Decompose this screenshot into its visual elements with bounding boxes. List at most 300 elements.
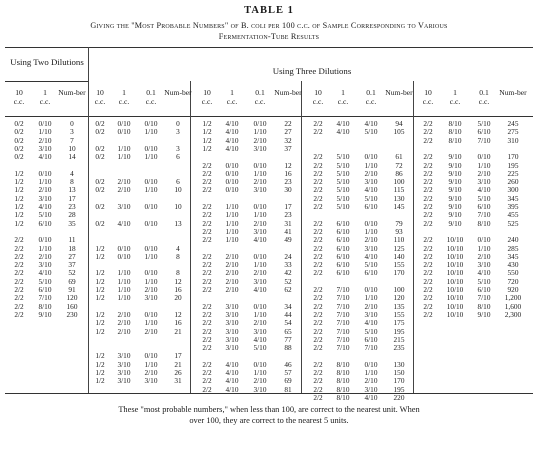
three-dil-block1-cell: 0/2: [95, 218, 105, 228]
three-dil-block2-cell: 81: [284, 384, 292, 394]
three-dil-block1-cell: 3/10: [117, 368, 131, 377]
three-dil-block1-cell: 1/10: [117, 293, 131, 303]
three-dil-block1-cell: 1/2: [95, 351, 105, 361]
three-dil-block2-cell: 2/2: [202, 185, 212, 195]
three-dil-block2-cell: 3/10: [225, 309, 239, 319]
three-dil-block3-cell: 6/10: [364, 268, 378, 278]
three-dil-block1-cell: 8: [176, 251, 180, 261]
three-dil-block1-cell: 0/2: [95, 119, 105, 128]
three-dil-block2-cell: 2/2: [202, 384, 212, 394]
three-dil-block2-cell: 33: [284, 260, 292, 270]
three-dil-block2-cell: 3/10: [253, 143, 267, 153]
three-dil-block2-cell: 24: [284, 251, 292, 261]
three-dil-block3-cell: 2/2: [313, 119, 323, 128]
three-dil-block4-cell: 9/10: [448, 218, 462, 228]
three-dil-block4-cell: 430: [507, 260, 519, 270]
three-dil-block3-cell: 7/10: [336, 326, 350, 336]
three-dil-block2-cell: 1/10: [225, 210, 239, 220]
three-dil-block3-cell: 4/10: [364, 251, 378, 261]
three-dil-block1-cell: 0/10: [144, 351, 158, 361]
three-dil-block1-cell: 0/10: [144, 309, 158, 319]
three-dil-block1-cell: 0/10: [144, 268, 158, 278]
three-dil-block4-cell: 285: [507, 243, 519, 253]
three-dil-block1-cell: 1/10: [144, 127, 158, 137]
three-dil-block1-cell: 12: [174, 309, 182, 319]
two-dil-col-header: Num-ber: [58, 88, 86, 97]
two-dil-cell: 7: [70, 135, 74, 145]
three-dil-block2-cell: 2/2: [202, 226, 212, 236]
three-dil-block2-cell: 0/10: [225, 160, 239, 170]
three-dil-block4-cell: 720: [507, 276, 519, 286]
two-dil-cell: 0/2: [14, 119, 24, 128]
three-dil-block3-cell: 2/2: [313, 177, 323, 187]
two-dil-cell: 230: [66, 309, 78, 319]
two-dil-cell: 1/10: [38, 177, 52, 187]
three-dil-block2-cell: 3/10: [253, 326, 267, 336]
two-dil-cell: 18: [68, 243, 76, 253]
two-dil-cell: 5/10: [38, 276, 52, 286]
three-dil-block3-cell: 1/10: [364, 160, 378, 170]
three-dil-block4-cell: 2/2: [423, 285, 433, 294]
two-dil-cell: 2/2: [14, 276, 24, 286]
three-dil-block3-cell: 115: [393, 185, 405, 195]
three-dil-block3-cell: 2/2: [313, 392, 323, 402]
three-dil-col-header: 0.1 c.c.: [478, 88, 490, 106]
three-dil-block3-cell: 2/2: [313, 251, 323, 261]
three-dil-block2-cell: 1/10: [253, 260, 267, 270]
three-dil-block1-cell: 1/2: [95, 368, 105, 377]
three-dil-block3-cell: 93: [395, 226, 403, 236]
three-dil-block4-cell: 2/2: [423, 293, 433, 303]
three-dil-block1-cell: 0/10: [117, 119, 131, 128]
three-dil-block3-cell: 8/10: [336, 359, 350, 369]
three-dil-block4-cell: 2/2: [423, 276, 433, 286]
three-dil-block4-cell: 2/2: [423, 268, 433, 278]
three-dil-block4-cell: 195: [507, 160, 519, 170]
three-dil-block3-cell: 140: [393, 251, 405, 261]
three-dil-block1-cell: 1/10: [144, 318, 158, 328]
three-dil-block1-cell: 1/2: [95, 326, 105, 336]
three-dil-block1-cell: 2/10: [117, 309, 131, 319]
three-dil-block1-cell: 3/10: [144, 376, 158, 386]
three-dil-block3-cell: 4/10: [364, 392, 378, 402]
three-dil-block4-cell: 2/2: [423, 260, 433, 270]
two-dil-cell: 2/2: [14, 260, 24, 270]
two-dil-cell: 2/2: [14, 243, 24, 253]
three-dil-block2-cell: 2/10: [225, 285, 239, 294]
three-dil-block1-cell: 0/2: [95, 202, 105, 211]
three-dil-block1-cell: 1/10: [117, 285, 131, 294]
three-dil-block1-cell: 20: [174, 293, 182, 303]
two-dil-cell: 3/10: [38, 260, 52, 270]
three-dil-block3-cell: 2/2: [313, 127, 323, 137]
three-dil-block4-cell: 8/10: [448, 127, 462, 137]
two-dil-cell: 8/10: [38, 301, 52, 311]
three-dil-block2-cell: 2/2: [202, 160, 212, 170]
two-dil-cell: 17: [68, 193, 76, 203]
three-dil-block2-cell: 23: [284, 177, 292, 187]
three-dil-block3-cell: 2/2: [313, 226, 323, 236]
three-dil-block1-cell: 1/10: [117, 152, 131, 162]
three-dil-block1-cell: 2/10: [117, 177, 131, 187]
three-dil-block1-cell: 1/2: [95, 293, 105, 303]
three-dil-block3-cell: 2/2: [313, 268, 323, 278]
three-dil-block1-cell: 1/2: [95, 359, 105, 369]
three-dil-block3-cell: 6/10: [336, 235, 350, 245]
three-dil-block2-cell: 69: [284, 376, 292, 386]
three-dil-block2-cell: 4/10: [225, 359, 239, 369]
two-dil-cell: 1/10: [38, 243, 52, 253]
three-dil-block4-cell: 2/2: [423, 251, 433, 261]
three-dil-block2-cell: 3/10: [225, 334, 239, 344]
three-dil-block3-cell: 220: [393, 392, 405, 402]
three-dil-block2-cell: 4/10: [225, 135, 239, 145]
two-dil-cell: 69: [68, 276, 76, 286]
three-dil-block4-cell: 8/10: [477, 218, 491, 228]
three-dil-block2-cell: 2/2: [202, 334, 212, 344]
three-dil-block1-cell: 21: [174, 326, 182, 336]
three-dil-block2-cell: 2/2: [202, 260, 212, 270]
three-dil-block2-cell: 1/2: [202, 119, 212, 128]
three-dil-block4-cell: 10/10: [446, 251, 464, 261]
three-dil-block3-cell: 8/10: [336, 384, 350, 394]
three-dil-block2-cell: 2/2: [202, 285, 212, 294]
three-dil-block3-cell: 86: [395, 168, 403, 178]
three-dil-block3-cell: 130: [393, 193, 405, 203]
three-dil-block2-cell: 54: [284, 318, 292, 328]
three-dil-block3-cell: 7/10: [336, 293, 350, 303]
three-dil-block3-cell: 120: [393, 293, 405, 303]
two-dil-cell: 1/2: [14, 168, 24, 178]
three-dil-block1-cell: 0: [176, 119, 180, 128]
three-dil-block3-cell: 2/2: [313, 334, 323, 344]
three-dil-block3-cell: 3/10: [364, 384, 378, 394]
two-dil-cell: 4/10: [38, 202, 52, 211]
two-dil-cell: 2/2: [14, 251, 24, 261]
three-dil-block1-cell: 1/10: [117, 268, 131, 278]
three-dil-block4-cell: 7/10: [477, 135, 491, 145]
three-dil-block4-cell: 2/2: [423, 160, 433, 170]
three-dil-block2-cell: 44: [284, 309, 292, 319]
three-dil-block1-cell: 0/2: [95, 185, 105, 195]
three-dil-block3-cell: 2/2: [313, 293, 323, 303]
three-dil-block4-cell: 8/10: [477, 301, 491, 311]
three-dil-block4-cell: 9/10: [448, 160, 462, 170]
three-dil-block1-cell: 1/2: [95, 318, 105, 328]
three-dil-block3-cell: 2/2: [313, 384, 323, 394]
group-header-two-dilutions: Using Two Dilutions: [10, 57, 84, 67]
two-dil-cell: 160: [66, 301, 78, 311]
three-dil-block4-cell: 5/10: [477, 276, 491, 286]
three-dil-block2-cell: 65: [284, 326, 292, 336]
three-dil-block4-cell: 2/2: [423, 168, 433, 178]
two-dil-cell: 13: [68, 185, 76, 195]
three-dil-block3-cell: 4/10: [336, 119, 350, 128]
three-dil-block4-cell: 170: [507, 152, 519, 162]
two-dil-cell: 1/2: [14, 202, 24, 211]
three-dil-block3-cell: 7/10: [364, 343, 378, 353]
three-dil-block3-cell: 2/2: [313, 368, 323, 377]
three-dil-block1-cell: 0/10: [144, 143, 158, 153]
two-dil-cell: 0/10: [38, 168, 52, 178]
three-dil-block1-cell: 1/10: [144, 251, 158, 261]
two-dil-cell: 7/10: [38, 293, 52, 303]
three-dil-block3-cell: 2/2: [313, 318, 323, 328]
three-dil-block3-cell: 2/2: [313, 243, 323, 253]
three-dil-block3-cell: 110: [393, 235, 405, 245]
three-dil-block2-cell: 0/10: [225, 177, 239, 187]
three-dil-block2-cell: 2/2: [202, 202, 212, 211]
three-dil-block3-cell: 6/10: [336, 218, 350, 228]
three-dil-block1-cell: 1/2: [95, 243, 105, 253]
three-dil-block4-cell: 275: [507, 127, 519, 137]
three-dil-block3-cell: 8/10: [336, 368, 350, 377]
three-dil-block3-cell: 2/2: [313, 152, 323, 162]
three-dil-block2-cell: 2/2: [202, 309, 212, 319]
three-dil-block1-cell: 1/10: [144, 359, 158, 369]
three-dil-block2-cell: 0/10: [253, 119, 267, 128]
three-dil-block2-cell: 1/2: [202, 127, 212, 137]
three-dil-block2-cell: 88: [284, 343, 292, 353]
three-dil-block1-cell: 2/10: [144, 285, 158, 294]
three-dil-block1-cell: 0/10: [117, 251, 131, 261]
three-dil-col-header: 0.1 c.c.: [145, 88, 157, 106]
three-dil-block2-cell: 3/10: [225, 301, 239, 311]
two-dil-cell: 120: [66, 293, 78, 303]
three-dil-block3-cell: 1/10: [364, 226, 378, 236]
three-dil-block1-cell: 10: [174, 202, 182, 211]
three-dil-block4-cell: 10/10: [446, 293, 464, 303]
three-dil-block4-cell: 455: [507, 210, 519, 220]
three-dil-block2-cell: 2/2: [202, 318, 212, 328]
three-dil-block4-cell: 2/2: [423, 152, 433, 162]
three-dil-block3-cell: 7/10: [336, 334, 350, 344]
three-dil-block3-cell: 170: [393, 376, 405, 386]
three-dil-block4-cell: 2/2: [423, 243, 433, 253]
three-dil-block1-cell: 1/2: [95, 268, 105, 278]
three-dil-block4-cell: 9/10: [448, 152, 462, 162]
three-dil-block1-cell: 3: [176, 143, 180, 153]
three-dil-block3-cell: 2/10: [364, 301, 378, 311]
three-dil-block3-cell: 72: [395, 160, 403, 170]
two-dil-cell: 8: [70, 177, 74, 187]
three-dil-col-header: 10 c.c.: [312, 88, 324, 106]
three-dil-block3-cell: 125: [393, 243, 405, 253]
three-dil-block3-cell: 195: [393, 384, 405, 394]
three-dil-block4-cell: 2/10: [477, 168, 491, 178]
two-dil-col-header: 10 c.c.: [13, 88, 25, 106]
table-title: TABLE 1: [244, 5, 294, 16]
three-dil-block1-cell: 8: [176, 268, 180, 278]
three-dil-block3-cell: 6/10: [336, 260, 350, 270]
three-dil-block1-cell: 0/10: [144, 243, 158, 253]
three-dil-block2-cell: 1/10: [253, 309, 267, 319]
three-dil-block3-cell: 4/10: [364, 185, 378, 195]
three-dil-block2-cell: 2/2: [202, 235, 212, 245]
three-dil-block2-cell: 4/10: [225, 119, 239, 128]
three-dil-block1-cell: 0/10: [144, 177, 158, 187]
three-dil-block4-cell: 6/10: [477, 127, 491, 137]
three-dil-block3-cell: 8/10: [336, 392, 350, 402]
three-dil-block3-cell: 5/10: [364, 326, 378, 336]
three-dil-block1-cell: 0/2: [95, 143, 105, 153]
two-dil-cell: 52: [68, 268, 76, 278]
three-dil-block3-cell: 2/2: [313, 202, 323, 211]
three-dil-block3-cell: 105: [393, 127, 405, 137]
three-dil-block4-cell: 550: [507, 268, 519, 278]
three-dil-col-header: 0.1 c.c.: [254, 88, 266, 106]
three-dil-block2-cell: 1/10: [253, 127, 267, 137]
three-dil-block1-cell: 26: [174, 368, 182, 377]
three-dil-block1-cell: 12: [174, 276, 182, 286]
three-dil-col-header: 10 c.c.: [94, 88, 106, 106]
three-dil-block4-cell: 0/10: [477, 235, 491, 245]
three-dil-block4-cell: 2/2: [423, 193, 433, 203]
subheader-rule: [5, 81, 88, 82]
three-dil-block3-cell: 5/10: [336, 193, 350, 203]
three-dil-block2-cell: 2/10: [253, 218, 267, 228]
three-dil-block3-cell: 130: [393, 359, 405, 369]
three-dil-block2-cell: 27: [284, 127, 292, 137]
three-dil-block3-cell: 7/10: [336, 285, 350, 294]
three-dil-block1-cell: 3/10: [117, 351, 131, 361]
three-dil-block4-cell: 10/10: [446, 260, 464, 270]
three-dil-block3-cell: 2/2: [313, 326, 323, 336]
three-dil-block3-cell: 4/10: [364, 318, 378, 328]
three-dil-block3-cell: 2/2: [313, 235, 323, 245]
three-dil-block2-cell: 3/10: [253, 276, 267, 286]
three-dil-block3-cell: 2/2: [313, 285, 323, 294]
three-dil-block4-cell: 2/2: [423, 185, 433, 195]
two-dil-cell: 0/2: [14, 152, 24, 162]
three-dil-block1-cell: 0/2: [95, 152, 105, 162]
three-dil-block2-cell: 0/10: [253, 160, 267, 170]
three-dil-block2-cell: 2/2: [202, 301, 212, 311]
three-dil-block1-cell: 2/10: [117, 185, 131, 195]
three-dil-block4-cell: 10/10: [446, 301, 464, 311]
three-dil-block4-cell: 525: [507, 218, 519, 228]
three-dil-col-header: Num-ber: [499, 88, 527, 97]
three-dil-block2-cell: 34: [284, 301, 292, 311]
three-dil-block3-cell: 195: [393, 326, 405, 336]
two-dil-cell: 2/10: [38, 185, 52, 195]
three-dil-block3-cell: 79: [395, 218, 403, 228]
two-dil-cell: 2/10: [38, 251, 52, 261]
three-dil-block2-cell: 2/10: [225, 276, 239, 286]
three-dil-block3-cell: 155: [393, 309, 405, 319]
three-dil-block2-cell: 2/2: [202, 326, 212, 336]
three-dil-col-header: 0.1 c.c.: [365, 88, 377, 106]
two-dil-cell: 2/2: [14, 293, 24, 303]
three-dil-block2-cell: 0/10: [225, 168, 239, 178]
two-dil-cell: 2/2: [14, 285, 24, 294]
three-dil-block4-cell: 3/10: [477, 260, 491, 270]
three-dil-block3-cell: 5/10: [336, 177, 350, 187]
three-dil-block2-cell: 2/2: [202, 359, 212, 369]
three-dil-col-header: 1 c.c.: [449, 88, 461, 106]
three-dil-block4-cell: 1/10: [477, 160, 491, 170]
three-dil-block3-cell: 6/10: [336, 243, 350, 253]
three-dil-block4-cell: 9/10: [448, 202, 462, 211]
two-dil-cell: 0/2: [14, 135, 24, 145]
three-dil-block2-cell: 2/2: [202, 376, 212, 386]
three-dil-block3-cell: 2/2: [313, 359, 323, 369]
three-dil-block4-cell: 1,200: [504, 293, 522, 303]
three-dil-col-header: 1 c.c.: [226, 88, 238, 106]
three-dil-block2-cell: 2/2: [202, 210, 212, 220]
three-dil-block2-cell: 4/10: [225, 127, 239, 137]
three-dil-block1-cell: 1/2: [95, 276, 105, 286]
three-dil-block4-cell: 2/2: [423, 235, 433, 245]
three-dil-block2-cell: 4/10: [253, 334, 267, 344]
three-dil-block4-cell: 9/10: [448, 185, 462, 195]
three-dil-block3-cell: 7/10: [336, 343, 350, 353]
three-dil-block2-cell: 52: [284, 276, 292, 286]
three-dil-block3-cell: 0/10: [364, 359, 378, 369]
three-dil-block4-cell: 345: [507, 193, 519, 203]
two-dil-cell: 2/2: [14, 309, 24, 319]
three-dil-block4-cell: 1/10: [477, 243, 491, 253]
three-dil-block1-cell: 1/10: [144, 152, 158, 162]
three-dil-block2-cell: 30: [284, 185, 292, 195]
three-dil-block3-cell: 4/10: [364, 119, 378, 128]
three-dil-block2-cell: 2/10: [225, 268, 239, 278]
three-dil-block3-cell: 61: [395, 152, 403, 162]
three-dil-block2-cell: 1/2: [202, 135, 212, 145]
two-dil-cell: 1/2: [14, 185, 24, 195]
two-dil-cell: 1/2: [14, 193, 24, 203]
three-dil-block4-cell: 2/10: [477, 251, 491, 261]
three-dil-block2-cell: 4/10: [225, 143, 239, 153]
two-dil-cell: 5/10: [38, 210, 52, 220]
three-dil-block4-cell: 10/10: [446, 268, 464, 278]
three-dil-block2-cell: 37: [284, 143, 292, 153]
three-dil-block3-cell: 235: [393, 343, 405, 353]
three-dil-block3-cell: 2/2: [313, 193, 323, 203]
three-dil-block4-cell: 6/10: [477, 202, 491, 211]
three-dil-block2-cell: 3/10: [225, 318, 239, 328]
three-dil-block2-cell: 23: [284, 210, 292, 220]
three-dil-block3-cell: 1/10: [364, 293, 378, 303]
three-dil-col-header: Num-ber: [385, 88, 413, 97]
three-dil-block4-cell: 2,300: [504, 309, 522, 319]
three-dil-block2-cell: 0/10: [225, 185, 239, 195]
three-dil-block2-cell: 4/10: [225, 376, 239, 386]
three-dil-block2-cell: 3/10: [225, 326, 239, 336]
three-dil-block4-cell: 5/10: [477, 193, 491, 203]
two-dil-cell: 23: [68, 202, 76, 211]
three-dil-block2-cell: 1/10: [253, 210, 267, 220]
three-dil-block4-cell: 225: [507, 168, 519, 178]
three-dil-block2-cell: 4/10: [253, 285, 267, 294]
three-dil-col-header: 1 c.c.: [337, 88, 349, 106]
three-dil-block3-cell: 6/10: [364, 202, 378, 211]
three-dil-block4-cell: 260: [507, 177, 519, 187]
three-dil-block4-cell: 10/10: [446, 235, 464, 245]
three-dil-block2-cell: 2/2: [202, 368, 212, 377]
three-dil-block2-cell: 0/10: [253, 359, 267, 369]
three-dil-block2-cell: 1/10: [225, 218, 239, 228]
three-dil-block1-cell: 1/10: [144, 276, 158, 286]
three-dil-block2-cell: 3/10: [253, 226, 267, 236]
three-dil-block2-cell: 1/2: [202, 143, 212, 153]
three-dil-block2-cell: 1/10: [225, 202, 239, 211]
three-dil-block3-cell: 6/10: [364, 334, 378, 344]
three-dil-block3-cell: 6/10: [336, 226, 350, 236]
three-dil-block2-cell: 3/10: [225, 343, 239, 353]
three-dil-block1-cell: 3: [176, 127, 180, 137]
two-dil-cell: 2/2: [14, 268, 24, 278]
